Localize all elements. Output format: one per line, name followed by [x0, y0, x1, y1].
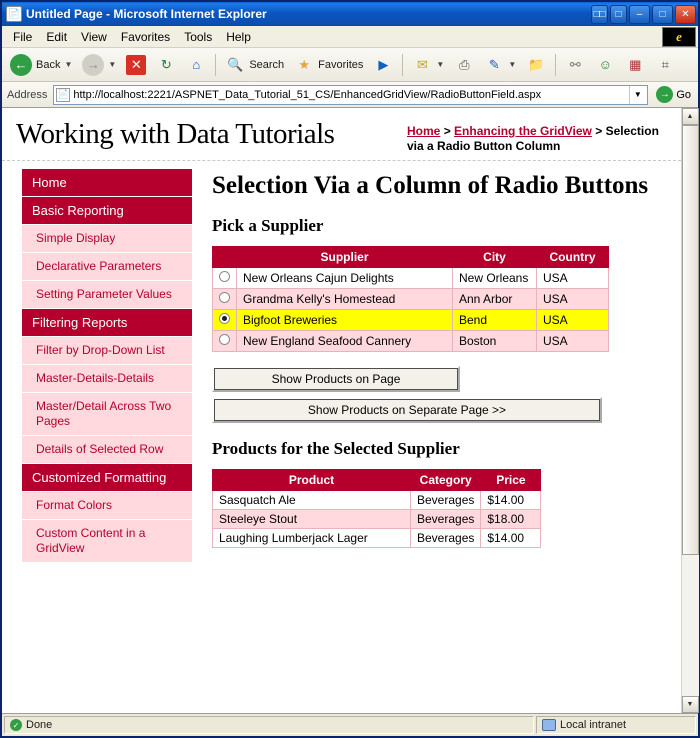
window-group-button[interactable]: □ [610, 5, 627, 24]
tools-icon: ⌗ [661, 56, 669, 72]
table-row[interactable] [213, 331, 609, 352]
row-city: Ann Arbor [453, 289, 537, 310]
column-supplier: Supplier [237, 247, 453, 268]
address-chevron-down-icon[interactable]: ▼ [629, 86, 645, 104]
forward-button[interactable] [78, 52, 120, 78]
close-button[interactable]: ✕ [675, 5, 696, 24]
page-icon: 📄 [6, 6, 22, 22]
product-name: Laughing Lumberjack Lager [213, 529, 411, 548]
favorites-label: Favorites [318, 58, 364, 71]
mail-chevron-down-icon[interactable]: ▼ [436, 60, 445, 69]
table-row-selected[interactable] [213, 310, 609, 331]
home-icon: ⌂ [192, 57, 201, 72]
messenger-button[interactable] [591, 53, 619, 77]
product-price: $14.00 [481, 529, 541, 548]
button-row [212, 366, 661, 423]
page-icon-small: 📄 [56, 88, 70, 102]
row-city: Bend [453, 310, 537, 331]
product-price: $14.00 [481, 491, 541, 510]
content-title: Selection Via a Column of Radio Buttons [212, 172, 649, 199]
forward-arrow-icon: → [82, 54, 104, 76]
ie-logo-icon [662, 27, 696, 47]
back-arrow-icon: ← [10, 54, 32, 76]
search-label: Search [249, 58, 285, 71]
toolbar-separator-1 [215, 54, 216, 76]
address-bar [2, 82, 698, 108]
breadcrumb-section-link[interactable]: Enhancing the GridView [454, 124, 592, 138]
radio-button-icon[interactable] [219, 334, 230, 345]
print-button[interactable] [450, 53, 478, 77]
product-category: Beverages [411, 510, 481, 529]
table-row[interactable] [213, 268, 609, 289]
stop-button[interactable] [122, 53, 150, 77]
status-bar [2, 714, 698, 736]
table-row [213, 529, 541, 548]
page-header [2, 108, 681, 161]
products-table [212, 469, 541, 548]
sidebar-item-filtering-reports[interactable]: Filtering Reports [22, 309, 192, 337]
sidebar-item-basic-reporting[interactable]: Basic Reporting [22, 197, 192, 225]
row-city: Boston [453, 331, 537, 352]
stop-icon: ✕ [126, 55, 146, 75]
sidebar-item-home[interactable]: Home [22, 169, 192, 197]
table-row [213, 510, 541, 529]
zone-label: Local intranet [560, 719, 627, 731]
folder-icon: 📁 [528, 56, 545, 72]
media-icon: ▶ [378, 56, 389, 72]
sidebar-item-format-colors[interactable]: Format Colors [22, 492, 192, 520]
product-price: $18.00 [481, 510, 541, 529]
sidebar-item-master-details-details[interactable]: Master-Details-Details [22, 365, 192, 393]
sidebar-item-filter-by-drop-down-list[interactable]: Filter by Drop-Down List [22, 337, 192, 365]
menu-favorites[interactable]: Favorites [120, 29, 171, 44]
window-title: Untitled Page - Microsoft Internet Explorer [26, 7, 267, 21]
edit-button[interactable] [480, 53, 520, 77]
show-products-separate-page-button[interactable]: Show Products on Separate Page >> [212, 397, 602, 423]
radio-button-icon[interactable] [219, 292, 230, 303]
sidebar-item-customized-formatting[interactable]: Customized Formatting [22, 464, 192, 492]
scrollbar-thumb[interactable] [682, 125, 699, 555]
toolbar-separator-3 [555, 54, 556, 76]
status-message [4, 716, 534, 734]
search-button[interactable] [221, 53, 288, 77]
radio-button-selected-icon[interactable] [219, 313, 230, 324]
menu-edit[interactable]: Edit [46, 29, 68, 44]
sidebar-item-setting-parameter-values[interactable]: Setting Parameter Values [22, 281, 192, 309]
breadcrumb-current: Selection via a Radio Button Column [407, 124, 659, 153]
extra1-button[interactable] [621, 53, 649, 77]
sidebar-item-master-detail-across-two-pages[interactable]: Master/Detail Across Two Pages [22, 393, 192, 436]
sidebar-item-custom-content-in-a-gridview[interactable]: Custom Content in a GridView [22, 520, 192, 563]
breadcrumb-separator-1: > [443, 124, 451, 138]
discuss-icon: ⚯ [569, 56, 581, 72]
supplier-table [212, 246, 609, 352]
forward-chevron-down-icon[interactable]: ▼ [108, 60, 117, 69]
status-text: Done [26, 719, 53, 731]
product-category: Beverages [411, 491, 481, 510]
discuss-button[interactable] [561, 53, 589, 77]
column-country: Country [537, 247, 609, 268]
printer-icon: ⎙ [459, 56, 470, 72]
refresh-icon: ↻ [160, 56, 172, 72]
refresh-button[interactable] [152, 53, 180, 77]
page-title: Working with Data Tutorials [16, 118, 335, 150]
supplier-heading: Pick a Supplier [212, 216, 324, 235]
row-country: USA [537, 331, 609, 352]
column-category: Category [411, 470, 481, 491]
row-radio-cell[interactable] [213, 310, 237, 331]
maximize-button[interactable]: □ [652, 5, 673, 24]
toolbar-separator-2 [402, 54, 403, 76]
home-button[interactable] [182, 53, 210, 77]
toolbar [2, 48, 698, 82]
extra2-button[interactable] [651, 53, 679, 77]
table-header-row [213, 247, 609, 268]
media-button[interactable] [369, 53, 397, 77]
ie-logo-letter: e [676, 29, 682, 44]
row-supplier: New Orleans Cajun Delights [237, 268, 453, 289]
menu-view[interactable]: View [81, 29, 107, 44]
row-radio-cell[interactable] [213, 289, 237, 310]
folder-button[interactable] [522, 53, 550, 77]
done-icon: ✓ [10, 719, 22, 731]
mail-button[interactable] [408, 53, 448, 77]
go-button[interactable] [652, 86, 695, 103]
breadcrumb [407, 118, 667, 154]
network-icon [542, 719, 556, 731]
breadcrumb-separator-2: > [595, 124, 603, 138]
address-input[interactable] [53, 85, 648, 105]
row-supplier: Bigfoot Breweries [237, 310, 453, 331]
menu-help[interactable]: Help [226, 29, 251, 44]
go-arrow-icon: → [656, 86, 673, 103]
row-supplier: New England Seafood Cannery [237, 331, 453, 352]
minimize-button[interactable]: – [629, 5, 650, 24]
menu-bar [2, 26, 698, 48]
favorites-button[interactable] [290, 53, 367, 77]
sidebar [2, 161, 192, 563]
product-name: Sasquatch Ale [213, 491, 411, 510]
column-price: Price [481, 470, 541, 491]
product-category: Beverages [411, 529, 481, 548]
menu-tools[interactable]: Tools [184, 29, 213, 44]
edit-chevron-down-icon[interactable]: ▼ [508, 60, 517, 69]
table-header-row [213, 470, 541, 491]
mail-icon: ✉ [416, 56, 428, 72]
menu-file[interactable]: File [13, 29, 33, 44]
row-radio-cell[interactable] [213, 268, 237, 289]
scroll-down-button[interactable]: ▼ [682, 696, 699, 713]
sidebar-item-details-of-selected-row[interactable]: Details of Selected Row [22, 436, 192, 464]
row-country: USA [537, 268, 609, 289]
sidebar-item-simple-display[interactable]: Simple Display [22, 225, 192, 253]
back-button[interactable] [6, 52, 76, 78]
security-zone[interactable] [536, 716, 696, 734]
sidebar-item-declarative-parameters[interactable]: Declarative Parameters [22, 253, 192, 281]
title-bar [2, 2, 698, 26]
scrollbar-track[interactable] [682, 125, 699, 696]
row-country: USA [537, 289, 609, 310]
restore-group-button[interactable]: □□ [591, 5, 608, 24]
products-heading: Products for the Selected Supplier [212, 439, 460, 458]
page-viewport [2, 108, 698, 714]
row-city: New Orleans [453, 268, 537, 289]
row-country: USA [537, 310, 609, 331]
main-content [192, 161, 681, 563]
star-icon: ★ [298, 56, 310, 72]
radio-button-icon[interactable] [219, 271, 230, 282]
scroll-up-button[interactable]: ▲ [682, 108, 699, 125]
edit-pencil-icon: ✎ [488, 56, 500, 72]
column-city: City [453, 247, 537, 268]
column-select [213, 247, 237, 268]
web-page [2, 108, 681, 713]
column-product: Product [213, 470, 411, 491]
back-chevron-down-icon[interactable]: ▼ [64, 60, 73, 69]
address-url-text: http://localhost:2221/ASPNET_Data_Tutorial_51_CS/EnhancedGridView/RadioButtonField.aspx [73, 88, 542, 101]
messenger-icon: ☺ [598, 57, 612, 72]
row-radio-cell[interactable] [213, 331, 237, 352]
search-icon: 🔍 [227, 56, 244, 72]
back-label: Back [36, 58, 61, 71]
show-products-on-page-button[interactable]: Show Products on Page [212, 366, 460, 392]
address-label: Address [7, 88, 48, 101]
grid-icon: ▦ [629, 56, 642, 72]
table-row [213, 491, 541, 510]
row-supplier: Grandma Kelly's Homestead [237, 289, 453, 310]
table-row[interactable] [213, 289, 609, 310]
go-label: Go [676, 88, 691, 101]
vertical-scrollbar[interactable] [681, 108, 698, 713]
breadcrumb-home-link[interactable]: Home [407, 124, 441, 138]
product-name: Steeleye Stout [213, 510, 411, 529]
